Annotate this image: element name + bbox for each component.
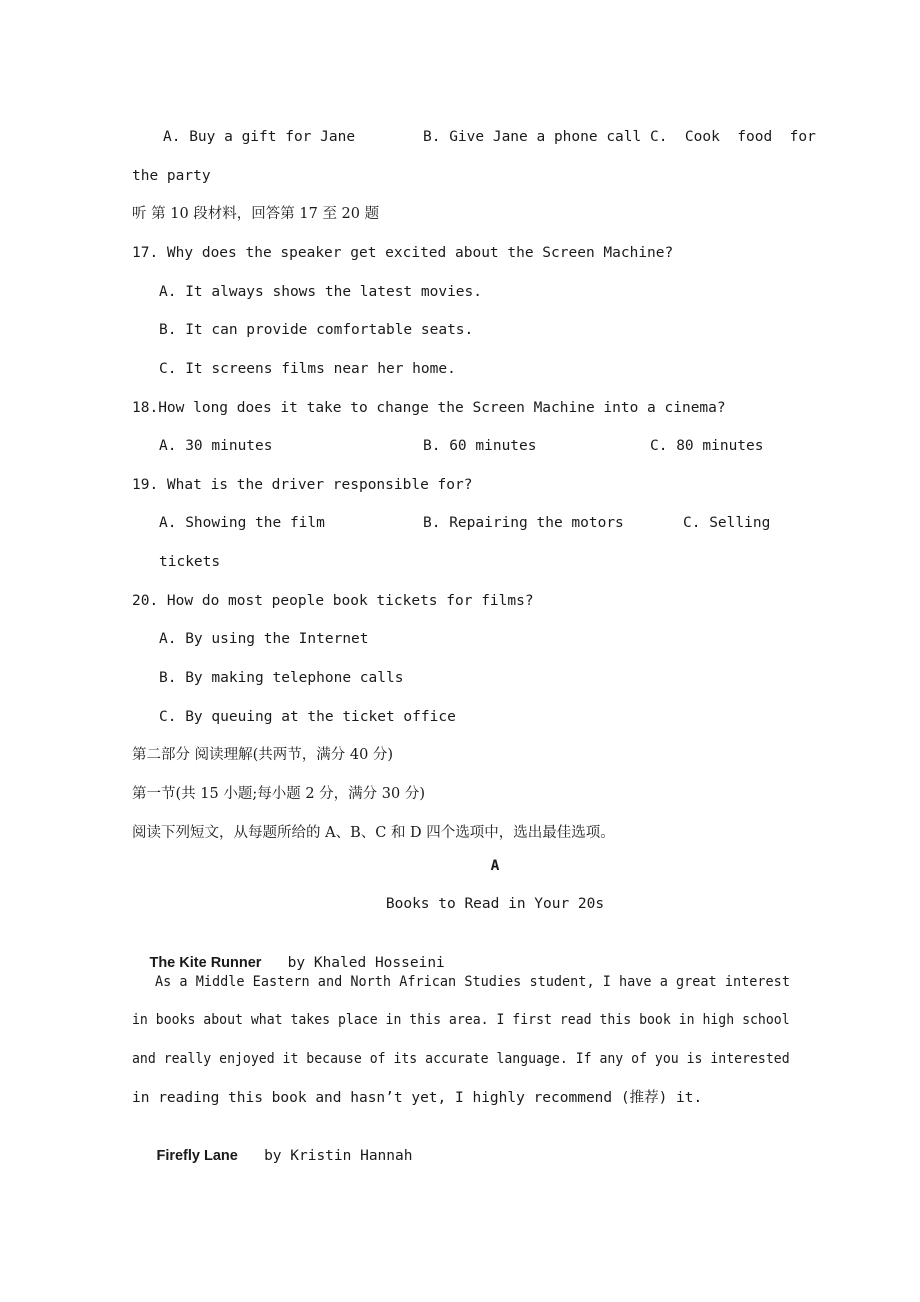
book1-paragraph-line-4: in reading this book and hasn’t yet, I highly recommend (推荐) it. bbox=[132, 1090, 703, 1106]
q16-option-c: C. Cook food for bbox=[650, 129, 816, 145]
book1-paragraph-line-2: in books about what takes place in this area. I first read this book in high school bbox=[132, 1012, 790, 1028]
q19-option-b: B. Repairing the motors bbox=[423, 515, 624, 531]
q17-option-b: B. It can provide comfortable seats. bbox=[159, 322, 474, 338]
passage-label: A bbox=[490, 858, 500, 874]
q18-stem: 18.How long does it take to change the Screen Machine into a cinema? bbox=[132, 400, 726, 416]
book1-title: The Kite Runner bbox=[149, 955, 262, 971]
book1-heading bbox=[132, 933, 445, 973]
passage-title: Books to Read in Your 20s bbox=[385, 896, 605, 912]
q16-option-a: A. Buy a gift for Jane bbox=[163, 129, 356, 145]
q18-option-b: B. 60 minutes bbox=[423, 438, 537, 454]
book1-author: by Khaled Hosseini bbox=[287, 955, 445, 971]
q20-option-c: C. By queuing at the ticket office bbox=[159, 709, 456, 725]
q17-option-c: C. It screens films near her home. bbox=[159, 361, 456, 377]
part2-section1: 第一节(共 15 小题;每小题 2 分，满分 30 分) bbox=[132, 786, 425, 802]
q18-option-c: C. 80 minutes bbox=[650, 438, 764, 454]
book2-author: by Kristin Hannah bbox=[264, 1148, 413, 1164]
q20-option-b: B. By making telephone calls bbox=[159, 670, 404, 686]
book1-paragraph-line-1: As a Middle Eastern and North African Studies student, I have a great interest bbox=[155, 974, 790, 990]
q19-option-c: C. Selling bbox=[683, 515, 771, 531]
section10-instruction: 听 第 10 段材料，回答第 17 至 20 题 bbox=[132, 206, 380, 222]
book2-title: Firefly Lane bbox=[156, 1148, 238, 1164]
book1-paragraph-line-3: and really enjoyed it because of its accurate language. If any of you is interested bbox=[132, 1051, 790, 1067]
q18-option-a: A. 30 minutes bbox=[159, 438, 273, 454]
q20-option-a: A. By using the Internet bbox=[159, 631, 369, 647]
part2-instruction: 阅读下列短文，从每题所给的 A、B、C 和 D 四个选项中，选出最佳选项。 bbox=[132, 825, 615, 841]
q19-option-a: A. Showing the film bbox=[159, 515, 325, 531]
q19-stem: 19. What is the driver responsible for? bbox=[132, 477, 473, 493]
q19-option-c-continued: tickets bbox=[159, 554, 221, 570]
q17-option-a: A. It always shows the latest movies. bbox=[159, 284, 483, 300]
book2-heading bbox=[139, 1126, 412, 1166]
q20-stem: 20. How do most people book tickets for films? bbox=[132, 593, 534, 609]
q16-option-c-continued: the party bbox=[132, 168, 211, 184]
q16-option-b: B. Give Jane a phone call bbox=[423, 129, 642, 145]
q17-stem: 17. Why does the speaker get excited about the Screen Machine? bbox=[132, 245, 674, 261]
part2-title: 第二部分 阅读理解(共两节，满分 40 分) bbox=[132, 747, 394, 763]
